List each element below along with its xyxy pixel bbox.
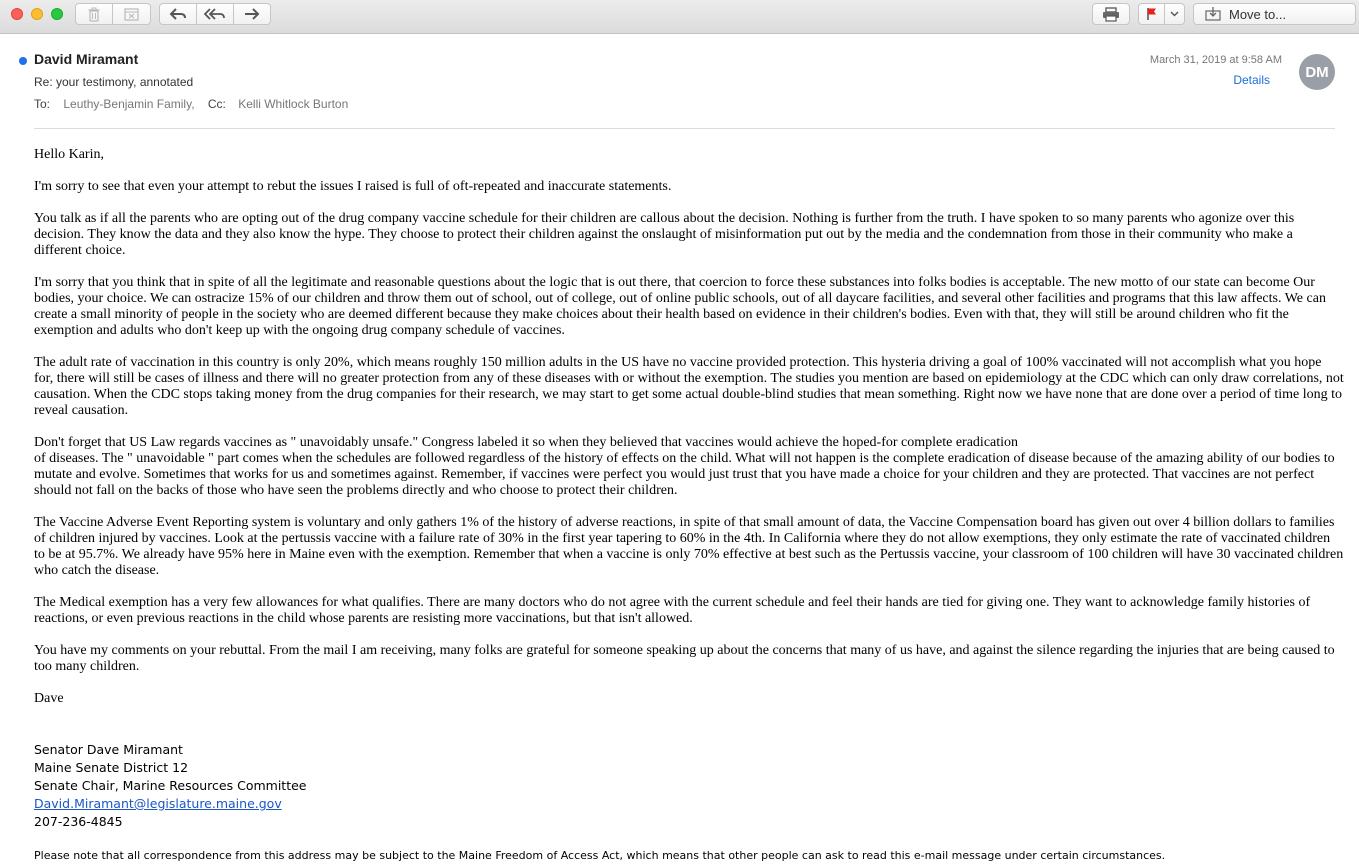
mail-toolbar <box>0 0 1359 34</box>
body-paragraph-line: Don't forget that US Law regards vaccines as " unavoidably unsafe." Congress labeled it so when they believed that vaccines would achieve the hoped-for complete eradication <box>34 435 1019 450</box>
to-recipient[interactable]: Leuthy-Benjamin Family, <box>63 97 195 111</box>
greeting: Hello Karin, <box>34 147 104 162</box>
signature-title: Senate Chair, Marine Resources Committee <box>34 778 307 793</box>
signature-name: Senator Dave Miramant <box>34 742 183 757</box>
recipients-line <box>34 97 348 111</box>
move-to-button[interactable] <box>1193 3 1356 25</box>
chevron-down-icon <box>1170 11 1179 17</box>
body-paragraph: I'm sorry that you think that in spite of all the legitimate and reasonable questions about the logic that is out there, that coercion to force these substances into folks bodies is acceptable. The new motto of our state can become Our bodies, your choice. We can ostracize 15% of our children and throw them out of school, out of college, out of online public schools, out of all daycare facilities, and several other facilities and programs that this law affects. We can create a small minority of people in the society who are deemed different because they make choices about their health based on evidence in their children's bodies. Even with that, they will still be around children who fit the exemption and adults who don't keep up with the ongoing drug company schedule of vaccines. <box>34 275 1326 338</box>
signature-email-link[interactable]: David.Miramant@legislature.maine.gov <box>34 796 282 811</box>
reply-all-button[interactable] <box>196 3 234 25</box>
flag-menu-button[interactable] <box>1164 3 1185 25</box>
signature-phone: 207-236-4845 <box>34 814 123 829</box>
body-paragraph: The adult rate of vaccination in this country is only 20%, which means roughly 150 million adults in the US have no vaccine provided protection. This hysteria driving a goal of 100% vaccinated will not accomplish what you hope for, there will still be cases of illness and there will no greater protection from any of these diseases with or without the exemption. The studies you mention are based on epidemiology at the CDC which can only draw correlations, not causation. When the CDC stops taking money from the drug companies for their research, we may start to get some actual double-blind studies that mean something. Right now we have none that are done over a period of time long to reveal causation. <box>34 355 1344 418</box>
forward-icon <box>243 7 261 21</box>
signature-district: Maine Senate District 12 <box>34 760 189 775</box>
print-button[interactable] <box>1092 3 1130 25</box>
delete-button[interactable] <box>75 3 113 25</box>
body-paragraph: The Vaccine Adverse Event Reporting system is voluntary and only gathers 1% of the history of adverse reactions, in spite of that small amount of data, the Vaccine Compensation board has given out over 4 billion dollars to families of children injured by vaccines. Look at the pertussis vaccine with a failure rate of 30% in the first year tapering to 60% in the 4th. In California where they do not allow exemptions, they only estimate the rate of vaccinated children to be at 95.7%. We already have 95% here in Maine even with the exemption. Remember that when a vaccine is only 70% effective at best such as the Pertussis vaccine, your classroom of 100 children will have 30 vaccinated children who catch the disease. <box>34 515 1344 578</box>
body-paragraph: I'm sorry to see that even your attempt to rebut the issues I raised is full of oft-repeated and inaccurate statements. <box>34 179 672 194</box>
flag-button[interactable] <box>1138 3 1165 25</box>
to-label: To: <box>34 97 51 111</box>
minimize-window-button[interactable] <box>31 8 43 20</box>
foaa-notice: Please note that all correspondence from this address may be subject to the Maine Freedom of Access Act, which means that other people can ask to read this e-mail message under certain circumstances. <box>34 849 1166 862</box>
closing: Dave <box>34 691 64 706</box>
zoom-window-button[interactable] <box>51 8 63 20</box>
body-paragraph: You talk as if all the parents who are opting out of the drug company vaccine schedule for their children are callous about the decision. Nothing is further from the truth. I have spoken to so many parents who agonize over this decision. They know the data and they also know the hype. They choose to protect their children against the onslaught of misinformation put out by the media and the condemnation from those in their community who make a different choice. <box>34 211 1295 258</box>
body-paragraph: You have my comments on your rebuttal. From the mail I am receiving, many folks are grateful for someone speaking up about the concerns that many of us have, and against the silence regarding the injuries that are being caused to too many children. <box>34 643 1335 674</box>
print-icon <box>1102 7 1120 22</box>
reply-button[interactable] <box>159 3 197 25</box>
message-date: March 31, 2019 at 9:58 AM <box>1149 54 1282 66</box>
trash-icon <box>87 7 101 22</box>
sender-name[interactable]: David Miramant <box>34 51 139 67</box>
header-divider <box>34 128 1335 129</box>
cc-label: Cc: <box>207 97 226 111</box>
signature-block <box>34 741 306 831</box>
reply-all-icon <box>204 7 226 21</box>
junk-box-icon <box>124 7 139 21</box>
message-subject: Re: your testimony, annotated <box>34 75 194 89</box>
junk-button[interactable] <box>112 3 151 25</box>
close-window-button[interactable] <box>11 8 23 20</box>
reply-icon <box>169 7 187 21</box>
move-to-label: Move to... <box>1229 6 1287 22</box>
body-paragraph-line: of diseases. The " unavoidable " part comes when the schedules are followed regardless of the history of effects on the child. What will not happen is the complete eradication of disease because of the amazing ability of our bodies to mutate and evolve. Sometimes that works for us and sometimes against. Remember, if vaccines were perfect you would just trust that you have made a choice for your children and they are protected. That vaccines are not perfect should not fall on the backs of those who have seen the problems directly and who choose to protect their children. <box>34 451 1335 498</box>
details-link[interactable]: Details <box>1233 73 1270 87</box>
body-paragraph: The Medical exemption has a very few allowances for what qualifies. There are many doctors who do not agree with the current schedule and feel their hands are tied for giving one. They want to acknowledge family histories of reactions, or even previous reactions in the child whose parents are resisting more vaccinations, but that isn't allowed. <box>34 595 1311 626</box>
forward-button[interactable] <box>233 3 271 25</box>
unread-indicator <box>19 57 27 65</box>
message-body <box>34 147 1344 723</box>
move-to-mailbox-icon <box>1205 7 1221 21</box>
cc-recipient[interactable]: Kelli Whitlock Burton <box>238 97 349 111</box>
avatar: DM <box>1299 54 1335 90</box>
body-paragraph <box>34 435 1344 499</box>
flag-icon <box>1146 7 1158 21</box>
